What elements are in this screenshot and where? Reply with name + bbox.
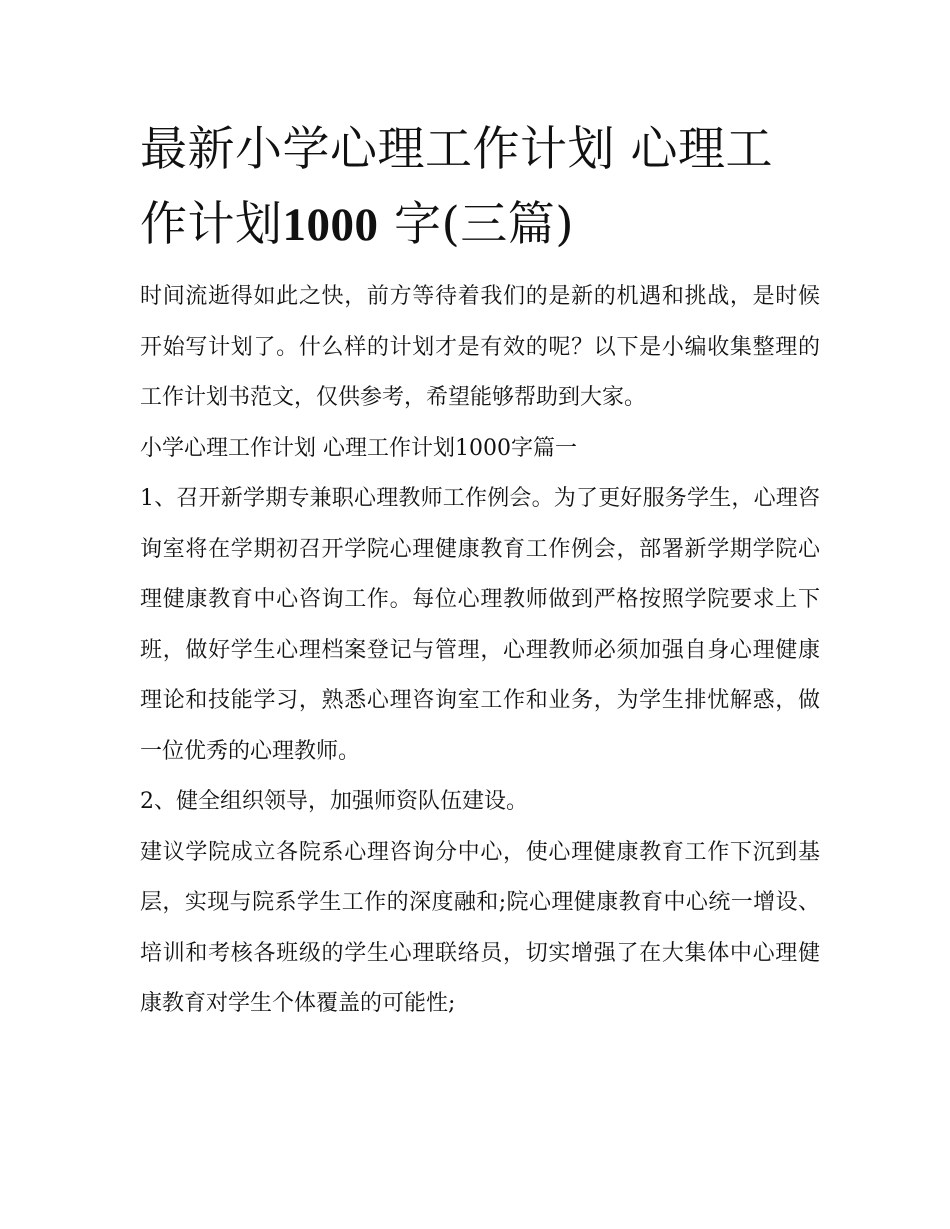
section-heading: 小学心理工作计划 心理工作计划1000字篇一	[140, 435, 577, 461]
item-2-paragraph: 建议学院成立各院系心理咨询分中心，使心理健康教育工作下沉到基层，实现与院系学生工作的深度融和;院心理健康教育中心统一增设、培训和考核各班级的学生心理联络员，切实增强了在大集体中心理健康教育对学生个体覆盖的可能性;	[140, 839, 820, 1016]
document-title	[140, 112, 820, 263]
document-body	[140, 272, 820, 1030]
document-page	[140, 112, 820, 1016]
title-part-3: 字(三篇)	[378, 197, 575, 252]
title-part-1: 最新小学心理工作计划 心理工	[140, 122, 773, 177]
title-part-2: 作计划	[140, 197, 283, 252]
title-number: 1000	[282, 199, 379, 251]
item-2-heading: 2、健全组织领导，加强师资队伍建设。	[140, 789, 528, 814]
intro-paragraph: 时间流逝得如此之快，前方等待着我们的是新的机遇和挑战，是时候开始写计划了。什么样的计划才是有效的呢？以下是小编收集整理的工作计划书范文，仅供参考，希望能够帮助到大家。	[140, 284, 820, 410]
item-1-paragraph: 1、召开新学期专兼职心理教师工作例会。为了更好服务学生，心理咨询室将在学期初召开学院心理健康教育工作例会，部署新学期学院心理健康教育中心咨询工作。每位心理教师做到严格按照学院要求上下班，做好学生心理档案登记与管理，心理教师必须加强自身心理健康理论和技能学习，熟悉心理咨询室工作和业务，为学生排忧解惑，做一位优秀的心理教师。	[140, 486, 820, 764]
